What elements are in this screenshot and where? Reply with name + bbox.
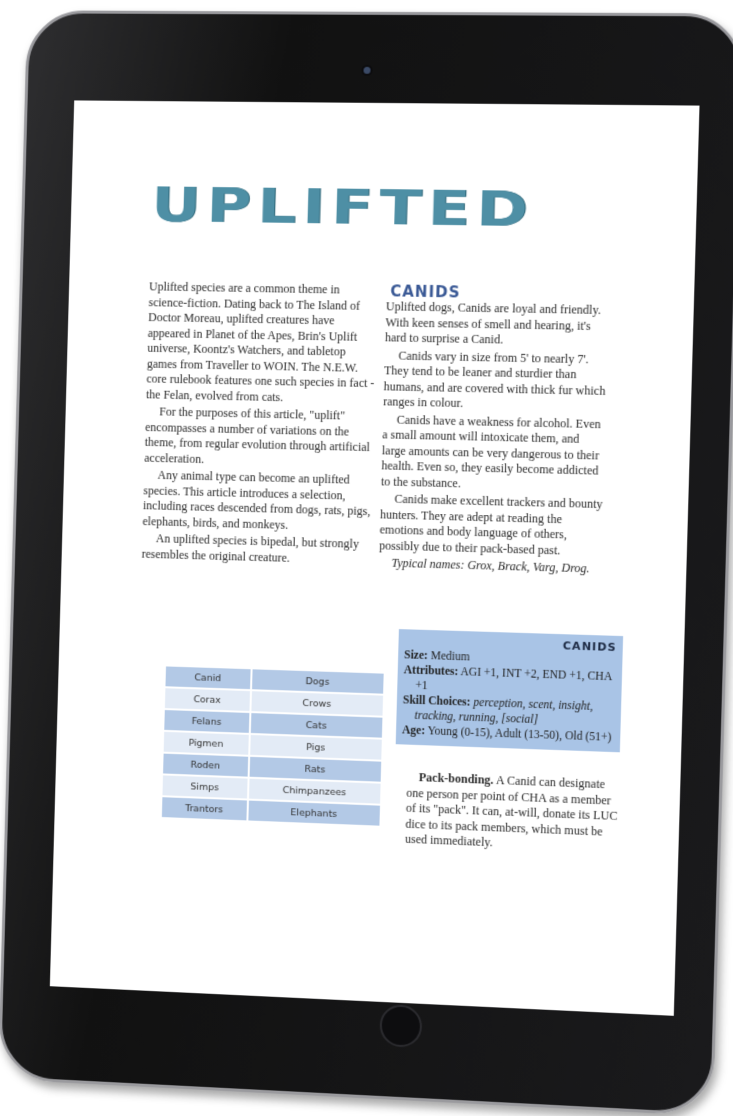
body-paragraph: For the purposes of this article, "uplift" encompasses a number of variations on the theme, from regular evolution through artificial acceleration. [144,404,371,466]
species-table [160,664,386,827]
species-name: Felans [164,710,249,733]
stat-value: AGI +1, INT +2, END +1, CHA +1 [415,666,612,693]
stat-value: perception, scent, insight, tracking, running, [social] [414,696,594,727]
tablet-screen[interactable] [50,100,700,1015]
stat-value: Young (0-15), Adult (13-50), Old (51+) [427,725,612,744]
intro-paragraph: Uplifted species are a common theme in science-fiction. Dating back to The Island of Doctor Moreau, uplifted creatures have appeared in Planet of the Apes, Brin's Uplift universe, Koontz's Watchers, and tabletop games from Traveller to WOIN. The N.E.W. core rulebook features one such species in fact - the Felan, evolved from cats. [145,279,375,404]
body-paragraph: Uplifted dogs, Canids are loyal and friendly. With keen senses of smell and hearing, it's hard to surprise a Canid. [384,299,602,347]
pack-bonding-section [405,770,621,856]
species-name: Canid [165,666,250,689]
camera-icon [363,67,370,74]
species-origin: Crows [251,691,383,715]
species-origin: Cats [250,713,382,738]
species-origin: Dogs [252,669,384,693]
pack-bonding-label: Pack-bonding. [418,770,494,787]
stat-label: Age: [401,724,426,738]
body-paragraph: Canids vary in size from 5' to nearly 7'. They tend to be leaner and sturdier than humans, and are covered with thick fur which ranges in colour. [383,348,606,411]
species-origin: Pigs [250,735,382,760]
typical-names: Typical names: Grox, Brack, Varg, Drog. [391,555,590,576]
right-column [378,283,610,579]
species-name: Pigmen [164,732,249,755]
pack-bonding-text: A Canid can designate one person per point of CHA as a member of its "pack". It can, at-will, donate its LUC dice to its pack members, which must be used immediately. [404,772,618,850]
body-paragraph: Canids have a weakness for alcohol. Even a small amount will intoxicate them, and large amounts can be very dangerous to their health. Even so, they easily become addicted to the substance. [380,412,602,490]
body-paragraph: Canids make excellent trackers and bounty hunters. They are adept at reading the emotions and body language of others, possibly due to their pack-based past. [379,491,603,557]
page-title: UPLIFTED [150,175,536,238]
home-button[interactable] [379,1004,422,1048]
species-origin: Chimpanzees [249,779,381,804]
left-column [141,279,378,570]
species-name: Roden [163,754,248,777]
species-name: Corax [165,688,250,711]
body-paragraph: Any animal type can become an uplifted species. This article introduces a selection, including races descended from dogs, rats, pigs, elephants, birds, and monkeys. [142,467,371,532]
species-origin: Elephants [248,801,380,826]
stat-label: Attributes: [403,664,459,679]
stat-value: Medium [430,650,471,664]
pack-bonding-paragraph [405,770,621,856]
species-origin: Rats [249,757,381,782]
tablet-device [0,10,733,1116]
species-name: Simps [162,775,247,798]
stat-label: Size: [404,649,429,663]
stat-block [396,629,623,752]
section-heading-canids: CANIDS [390,282,461,302]
stat-block-title: CANIDS [562,639,617,655]
body-paragraph: An uplifted species is bipedal, but strongly resembles the original creature. [141,531,360,565]
species-name: Trantors [162,797,247,820]
stat-label: Skill Choices: [402,694,471,709]
